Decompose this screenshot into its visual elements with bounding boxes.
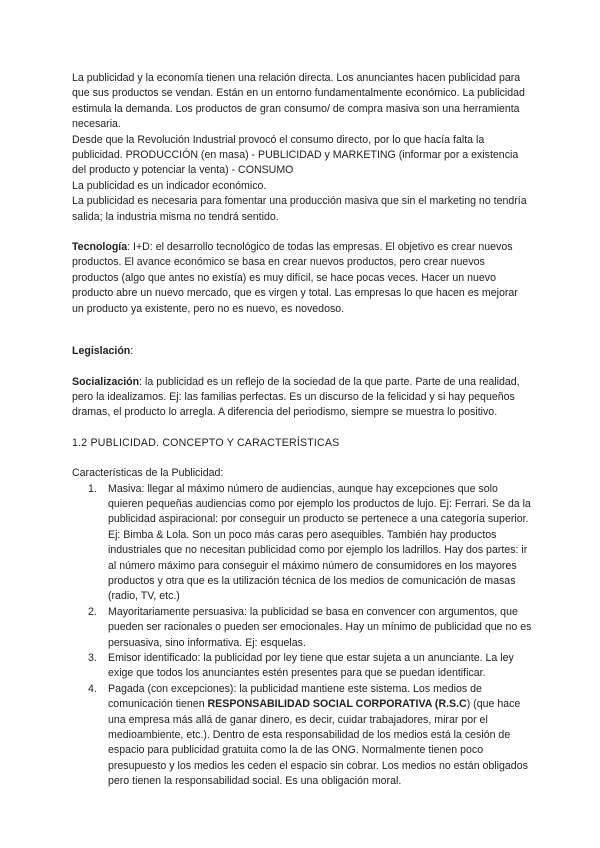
list-item [72, 482, 532, 605]
rsc-term: RESPONSABILIDAD SOCIAL CORPORATIVA (R.S.C [207, 698, 467, 711]
socializacion-term: Socialización [72, 375, 140, 388]
tecnologia-text: : I+D: el desarrollo tecnológico de todas las empresas. El objetivo es crear nuevos productos. El avance económico se basa en crear nuevos productos, pero crear nuevos productos (algo que antes no existía) es muy difícil, se hace pocas veces. Hacer un nuevo producto abre un nuevo mercado, que es virgen y total. Las empresas lo que hacen es mejorar un producto ya existente, pero no es nuevo, es novedoso. [72, 241, 518, 315]
list-item-text: Masiva: llegar al máximo número de audiencias, aunque hay excepciones que solo quieren pequeñas audiencias como por ejemplo los productos de lujo. Ej: Ferrari. Se da la publicidad aspiracional: por conseguir un producto se pertenece a una categoría superior. Ej: Bimba & Lola. Son un poco más caras pero asequibles. También hay productos industriales que no necesitan publicidad como por ejemplo los ladrillos. Hay dos partes: ir al número máximo para conseguir el máximo número de consumidores en los mayores productos y otra que es la utilización técnica de los medios de comunicación de masas (radio, TV, etc.) [108, 482, 531, 603]
list-item-text: Mayoritariamente persuasiva: la publicidad se basa en convencer con argumentos, que pueden ser racionales o pueden ser emocionales. Hay un mínimo de publicidad que no es persuasiva, sino informativa. Ej: esquelas. [108, 605, 532, 649]
list-item-number: 1. [88, 482, 97, 495]
intro-paragraph-4: La publicidad es necesaria para fomentar una producción masiva que sin el marketing no tendría salida; la industria misma no tendrá sentido. [72, 195, 527, 223]
socializacion-paragraph [72, 375, 532, 421]
list-item [72, 605, 532, 651]
section-title: 1.2 PUBLICIDAD. CONCEPTO Y CARACTERÍSTICAS [72, 436, 340, 449]
characteristics-list [72, 482, 532, 790]
list-item-number: 4. [88, 682, 97, 695]
list-item-text-a: Pagada (con excepciones): la publicidad mantiene este sistema. Los medios de comunicación tienen [108, 682, 482, 711]
socializacion-text: : la publicidad es un reflejo de la sociedad de la que parte. Parte de una realidad, pero la idealizamos. Ej: las familias perfectas. Es un discurso de la felicidad y si hay pequeños dramas, el producto lo arregla. A diferencia del periodismo, siempre se muestra lo positivo. [72, 375, 520, 419]
intro-paragraph-1: La publicidad y la economía tienen una relación directa. Los anunciantes hacen publicidad para que sus productos se vendan. Están en un entorno fundamentalmente económico. La publicidad estimula la demanda. Los productos de gran consumo/ de compra masiva son una herramienta necesaria. [72, 72, 525, 131]
legislacion-text: : [130, 345, 134, 358]
intro-paragraph-2: Desde que la Revolución Industrial provocó el consumo directo, por lo que hacía falta la publicidad. PRODUCCIÓN (en masa) - PUBLICIDAD y MARKETING (informar por a existencia del producto y potenciar la venta) - CONSUMO [72, 133, 519, 177]
tecnologia-term: Tecnología [72, 241, 128, 254]
list-item [72, 682, 532, 790]
document-body [72, 71, 532, 790]
list-item-text-b: ) (que hace una empresa más allá de ganar dinero, es decir, cuidar trabajadores, mirar por el medioambiente, etc.). Dentro de esta responsabilidad de los medios está la cesión de espacio para publicidad gratuita como la de las ONG. Normalmente tienen poco presupuesto y los medios les ceden el espacio sin cobrar. Los medios no están obligados pero tienen la responsabilidad social. Es una obligación moral. [108, 698, 528, 788]
legislacion-heading [72, 344, 532, 359]
list-item-number: 2. [88, 605, 97, 618]
list-intro: Características de la Publicidad: [72, 467, 224, 480]
list-item [72, 651, 532, 682]
list-item-number: 3. [88, 652, 97, 664]
tecnologia-paragraph [72, 240, 532, 317]
intro-paragraph-3: La publicidad es un indicador económico. [72, 179, 267, 192]
list-item-text: Emisor identificado: la publicidad por ley tiene que estar sujeta a un anunciante. La ley exige que todos los anunciantes estén presentes para que se puedan identificar. [108, 652, 514, 680]
legislacion-term: Legislación [72, 345, 131, 358]
